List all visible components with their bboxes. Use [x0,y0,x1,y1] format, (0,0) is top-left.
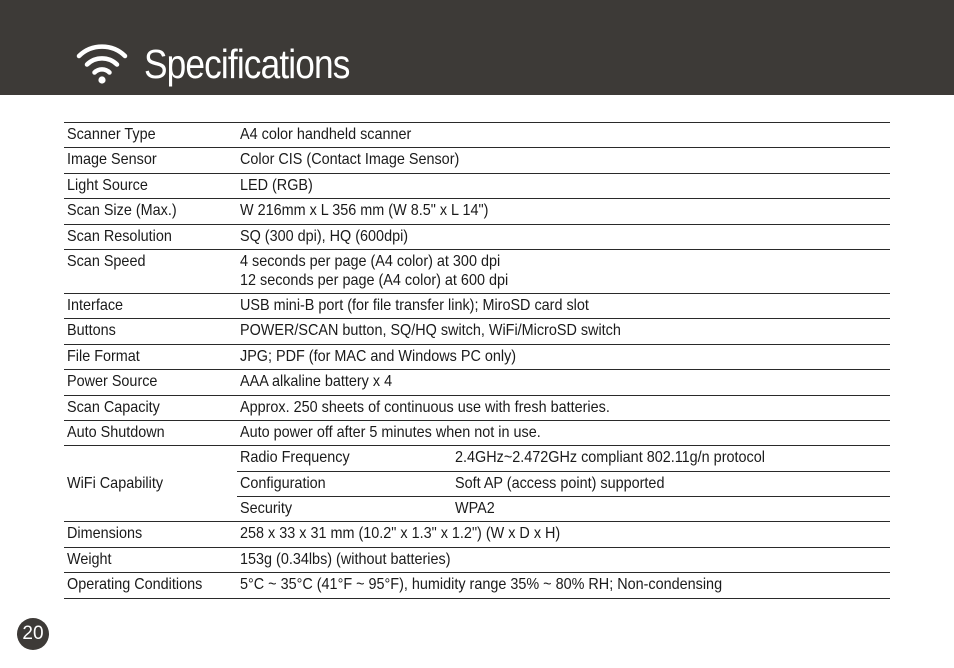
table-row [64,420,890,445]
spec-value: W 216mm x L 356 mm (W 8.5" x L 14") [240,202,489,220]
page-number: 20 [17,618,49,650]
spec-label: Image Sensor [67,151,157,169]
spec-value: 2.4GHz~2.472GHz compliant 802.11g/n protocol [455,449,765,467]
spec-value: JPG; PDF (for MAC and Windows PC only) [240,347,517,365]
spec-sublabel: Radio Frequency [240,449,350,467]
spec-label: Scanner Type [67,126,156,143]
spec-label: File Format [67,347,140,365]
table-row [64,522,890,547]
spec-value: Auto power off after 5 minutes when not in use. [240,423,541,441]
spec-label: Interface [67,296,124,314]
page-title: Specifications [144,41,350,87]
spec-value: WPA2 [455,500,495,518]
spec-value: 153g (0.34lbs) (without batteries) [240,550,451,568]
spec-label: Scan Size (Max.) [67,202,177,220]
spec-label: Operating Conditions [67,576,203,594]
spec-label: Scan Capacity [67,398,160,416]
spec-value: LED (RGB) [240,176,313,194]
table-row [64,573,890,598]
spec-value: AAA alkaline battery x 4 [240,373,393,391]
spec-value-line: 4 seconds per page (A4 color) at 300 dpi [240,252,501,270]
spec-label: Power Source [67,373,158,391]
table-row [64,370,890,395]
table-row [64,148,890,173]
spec-value: USB mini-B port (for file transfer link); MiroSD card slot [240,296,589,314]
specifications-table [64,122,890,599]
spec-value: POWER/SCAN button, SQ/HQ switch, WiFi/MicroSD switch [240,322,621,340]
table-row [64,395,890,420]
spec-label: Scan Resolution [67,227,172,245]
table-row [64,446,890,471]
spec-value: 258 x 33 x 31 mm (10.2" x 1.3" x 1.2") (W x D x H) [240,525,561,543]
spec-label: Scan Speed [67,252,146,270]
table-row [64,199,890,224]
spec-value-line: 12 seconds per page (A4 color) at 600 dpi [240,271,509,289]
spec-value: 5°C ~ 35°C (41°F ~ 95°F), humidity range 35% ~ 80% RH; Non-condensing [240,576,723,594]
spec-sublabel: Security [240,500,293,518]
spec-label: WiFi Capability [67,475,164,493]
table-row [64,547,890,572]
wifi-icon [76,40,128,84]
spec-value: Soft AP (access point) supported [455,474,665,492]
spec-value: SQ (300 dpi), HQ (600dpi) [240,227,409,245]
page-header [0,0,954,95]
spec-label: Light Source [67,176,148,194]
spec-value: Color CIS (Contact Image Sensor) [240,151,460,169]
table-row [64,293,890,318]
table-row [64,249,890,293]
table-row [64,344,890,369]
spec-label: Auto Shutdown [67,423,165,441]
table-row [64,224,890,249]
spec-label: Weight [67,550,112,568]
spec-label: Buttons [67,322,116,340]
spec-value: Approx. 250 sheets of continuous use with fresh batteries. [240,398,610,416]
spec-sublabel: Configuration [240,474,326,492]
table-row [64,319,890,344]
table-row [64,173,890,198]
table-row [64,123,890,148]
spec-value: A4 color handheld scanner [240,126,412,143]
spec-label: Dimensions [67,525,143,543]
